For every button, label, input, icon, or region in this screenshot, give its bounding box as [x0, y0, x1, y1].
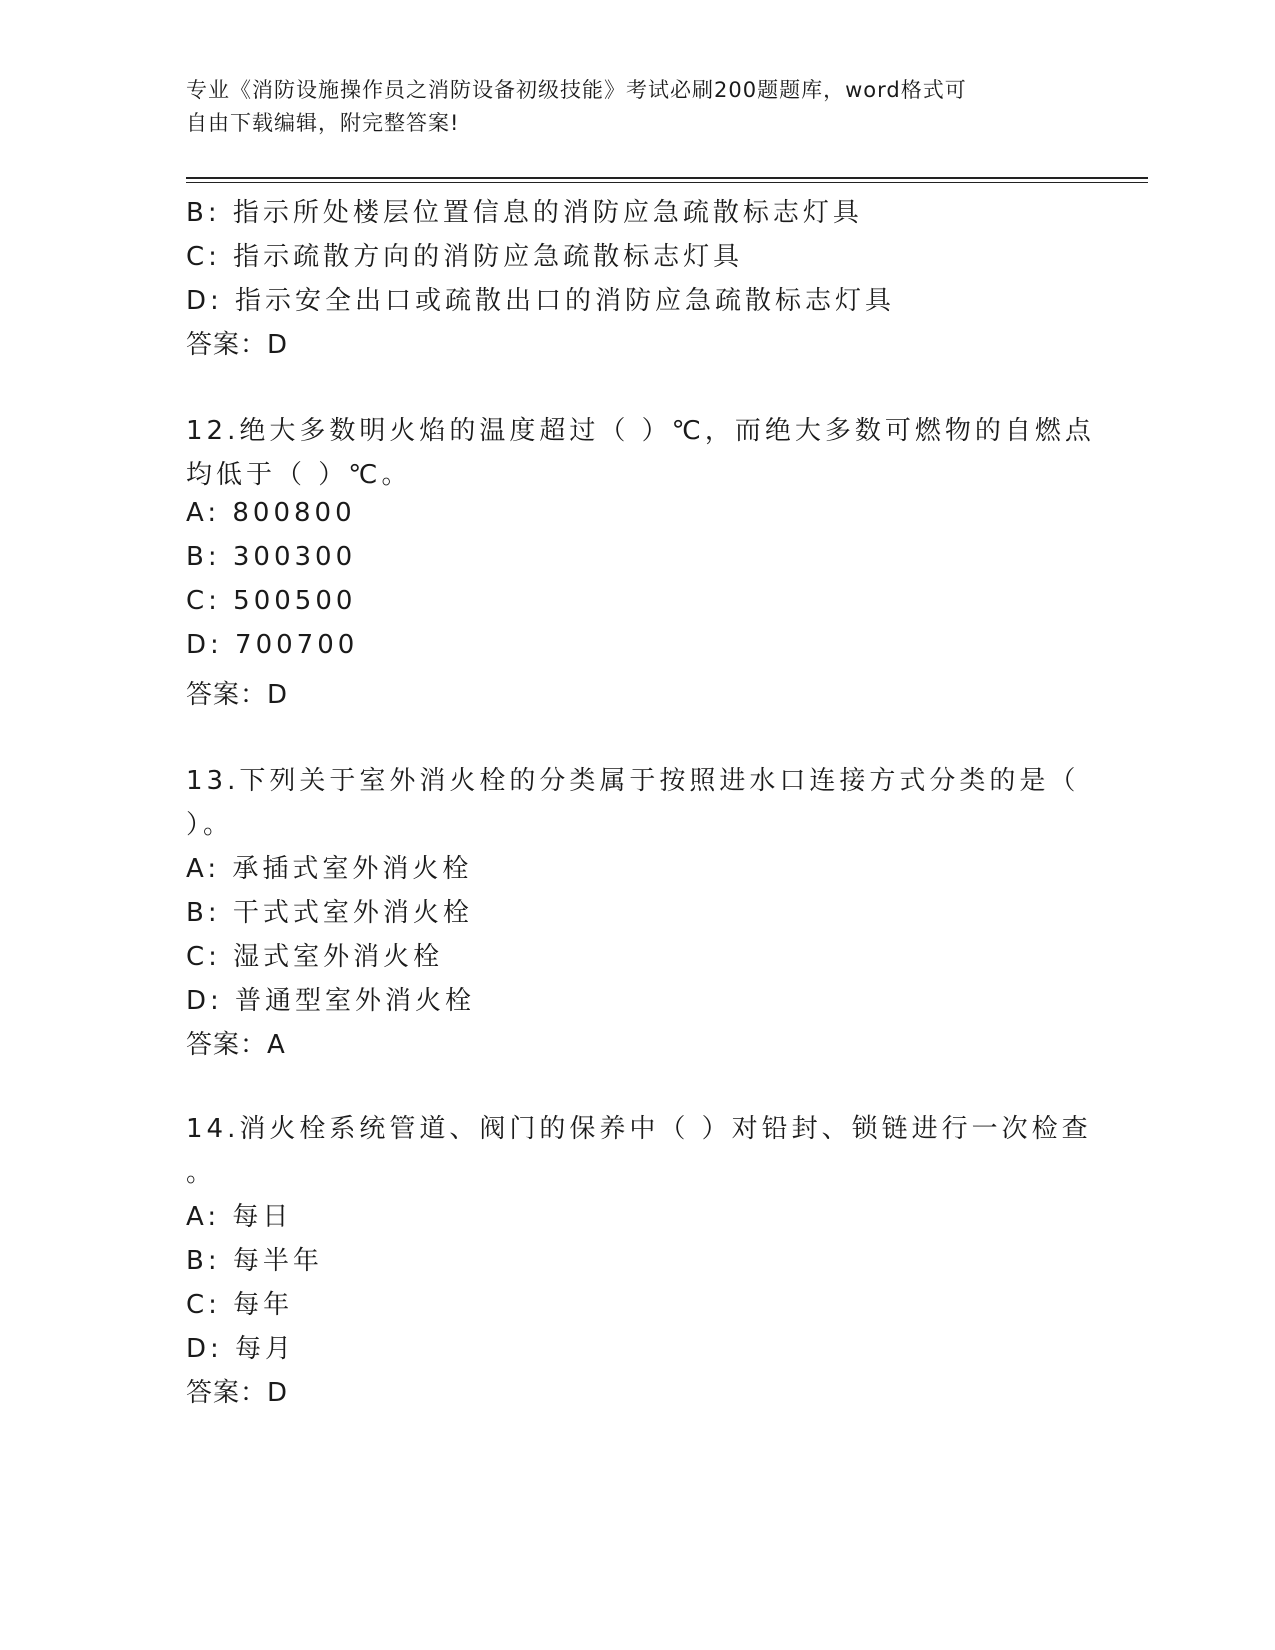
- q13-stem-line-2: ）。: [186, 810, 234, 840]
- q14-answer: 答案：D: [186, 1378, 289, 1408]
- q14-stem-line-1: 14.消火栓系统管道、阀门的保养中（ ）对铅封、锁链进行一次检查: [186, 1114, 1092, 1144]
- q14-option-b: B: 每半年: [186, 1246, 323, 1276]
- q14-option-c: C: 每年: [186, 1290, 294, 1320]
- header-divider-thin: [186, 182, 1148, 183]
- q12-answer: 答案：D: [186, 680, 289, 710]
- q12-stem-line-1: 12.绝大多数明火焰的温度超过（ ）℃，而绝大多数可燃物的自燃点: [186, 416, 1095, 446]
- prev-question-option-d: D: 指示安全出口或疏散出口的消防应急疏散标志灯具: [186, 286, 896, 316]
- prev-question-option-c: C: 指示疏散方向的消防应急疏散标志灯具: [186, 242, 744, 272]
- q12-option-c: C: 500500: [186, 586, 357, 616]
- q13-option-d: D: 普通型室外消火栓: [186, 986, 476, 1016]
- q12-option-b: B: 300300: [186, 542, 357, 572]
- q14-option-d: D: 每月: [186, 1334, 296, 1364]
- q12-stem-line-2: 均低于（ ）℃。: [186, 460, 412, 490]
- q12-option-d: D: 700700: [186, 630, 359, 660]
- q14-stem-line-2: 。: [186, 1158, 217, 1188]
- q14-option-a: A: 每日: [186, 1202, 293, 1232]
- header-divider-thick: [186, 177, 1148, 179]
- q13-answer: 答案：A: [186, 1030, 286, 1060]
- document-header: [186, 74, 1066, 140]
- prev-question-option-b: B: 指示所处楼层位置信息的消防应急疏散标志灯具: [186, 198, 863, 228]
- prev-question-answer: 答案：D: [186, 330, 289, 360]
- q13-option-c: C: 湿式室外消火栓: [186, 942, 444, 972]
- q12-option-a: A: 800800: [186, 498, 356, 528]
- header-title-line-2: 自由下载编辑，附完整答案!: [186, 111, 460, 135]
- header-title-line-1: 专业《消防设施操作员之消防设备初级技能》考试必刷200题题库，word格式可: [186, 78, 967, 102]
- q13-stem-line-1: 13.下列关于室外消火栓的分类属于按照进水口连接方式分类的是（: [186, 766, 1080, 796]
- q13-option-a: A: 承插式室外消火栓: [186, 854, 473, 884]
- q13-option-b: B: 干式式室外消火栓: [186, 898, 473, 928]
